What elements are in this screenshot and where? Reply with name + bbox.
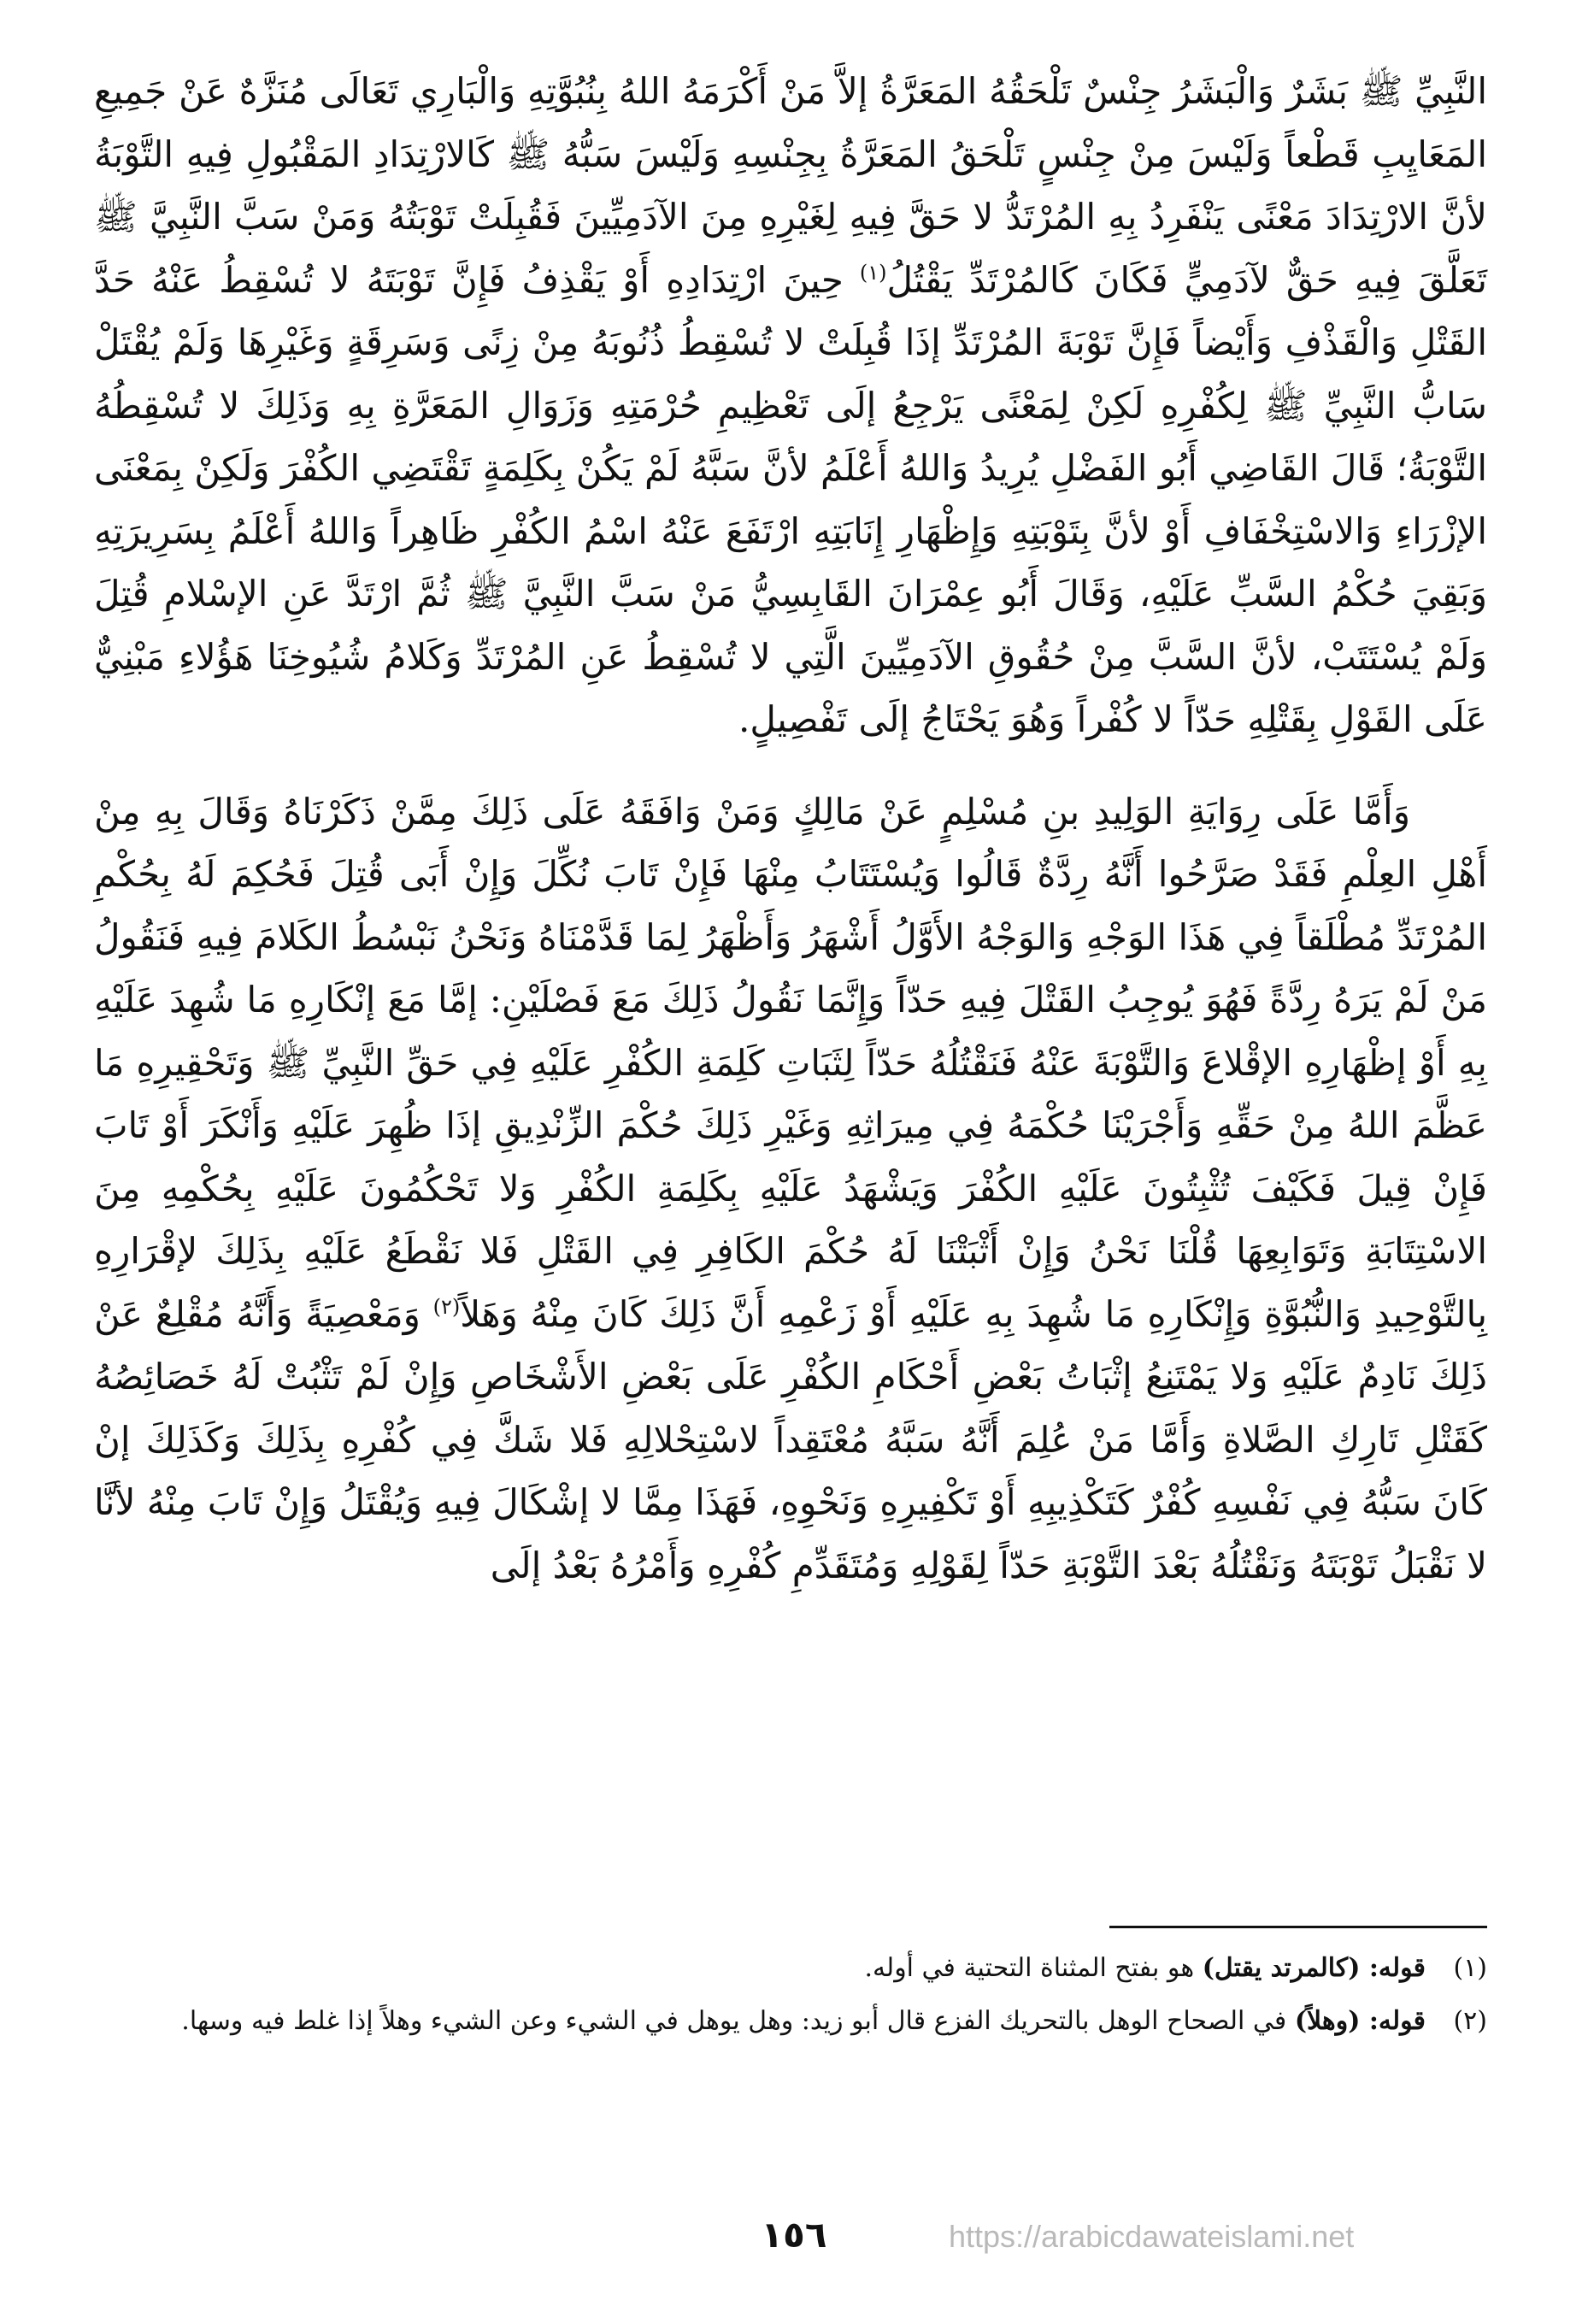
footnote-1-number: (١) — [1453, 1953, 1487, 1983]
footnote-1-text: هو بفتح المثناة التحتية في أوله. — [864, 1953, 1203, 1983]
footnote-separator — [1109, 1926, 1487, 1928]
paragraph-2 — [94, 780, 1487, 1597]
footnote-2-text: في الصحاح الوهل بالتحريك الفزع قال أبو زيد: وهل يوهل في الشيء وعن الشيء وهلاً إذا غلط فيه وسها. — [181, 2006, 1295, 2036]
footnote-1-label: قوله: (كالمرتد يقتل) — [1202, 1953, 1426, 1983]
footnote-2-number: (٢) — [1453, 2006, 1487, 2036]
paragraph-2-text: وَأَمَّا عَلَى رِوَايَةِ الوَلِيدِ بنِ مُسْلِمٍ عَنْ مَالِكٍ وَمَنْ وَافَقَهُ عَلَى ذَلِكَ مِمَّنْ ذَكَرْنَاهُ وَقَالَ بِهِ مِنْ أَهْلِ العِلْمِ فَقَدْ صَرَّحُوا أَنَّهُ رِدَّةٌ قَالُوا وَيُسْتَتَابُ مِنْهَا فَإِنْ تَابَ نُكِّلَ وَإِنْ أَبَى قُتِلَ فَحُكِمَ لَهُ بِحُكْمِ المُرْتَدِّ مُطْلَقاً فِي هَذَا الوَجْهِ وَالوَجْهُ الأَوَّلُ أَشْهَرُ وَأَظْهَرُ لِمَا قَدَّمْنَاهُ وَنَحْنُ نَبْسُطُ الكَلامَ فِيهِ فَنَقُولُ مَنْ لَمْ يَرَهُ رِدَّةً فَهُوَ يُوجِبُ القَتْلَ فِيهِ حَدّاً وَإِنَّمَا نَقُولُ ذَلِكَ مَعَ فَصْلَيْنِ: إمَّا مَعَ إنْكَارِهِ مَا شُهِدَ عَلَيْهِ بِهِ أَوْ إظْهَارِهِ الإقْلاعَ وَالتَّوْبَةَ عَنْهُ فَنَقْتُلُهُ حَدّاً لِثَبَاتِ كَلِمَةِ الكُفْرِ عَلَيْهِ فِي حَقِّ النَّبِيِّ ﷺ وَتَحْقِيرِهِ مَا عَظَّمَ اللهُ مِنْ حَقِّهِ وَأَجْرَيْنَا حُكْمَهُ فِي مِيرَاثِهِ وَغَيْرِ ذَلِكَ حُكْمَ الزِّنْدِيقِ إذَا ظُهِرَ عَلَيْهِ وَأَنْكَرَ أَوْ تَابَ فَإِنْ قِيلَ فَكَيْفَ تُثْبِتُونَ عَلَيْهِ الكُفْرَ وَيَشْهَدُ عَلَيْهِ بِكَلِمَةِ الكُفْرِ وَلا تَحْكُمُونَ عَلَيْهِ بِحُكْمِهِ مِنَ الاسْتِتَابَةِ وَتَوَابِعِهَا قُلْنَا نَحْنُ وَإِنْ أَثْبَتْنَا لَهُ حُكْمَ الكَافِرِ فِي القَتْلِ فَلا نَقْطَعُ عَلَيْهِ بِذَلِكَ لإقْرَارِهِ بِالتَّوْحِيدِ وَالنُّبُوَّةِ وَإِنْكَارِهِ مَا شُهِدَ بِهِ عَلَيْهِ أَوْ زَعْمِهِ أَنَّ ذَلِكَ كَانَ مِنْهُ وَهَلاً — [94, 790, 1488, 1335]
footnote-marker-1[interactable]: (١) — [859, 260, 887, 285]
footnote-2-label: قوله: (وهلاً) — [1294, 2006, 1426, 2036]
footnote-1-body — [94, 1947, 1426, 1990]
paragraph-1 — [94, 60, 1487, 751]
watermark-url: https://arabicdawateislami.net — [949, 2219, 1355, 2254]
footnote-2 — [94, 2000, 1487, 2043]
footnote-marker-2[interactable]: (٢) — [432, 1294, 461, 1319]
footnote-1 — [94, 1947, 1487, 1990]
paragraph-1-text-continued: حِينَ ارْتِدَادِهِ أَوْ يَقْذِفُ فَإِنَّ تَوْبَتَهُ لا تُسْقِطُ عَنْهُ حَدَّ القَتْلِ وَالْقَذْفِ وَأَيْضاً فَإِنَّ تَوْبَةَ المُرْتَدِّ إذَا قُبِلَتْ لا تُسْقِطُ ذُنُوبَهُ مِنْ زِنًى وَسَرِقَةٍ وَغَيْرِهَا وَلَمْ يُقْتَلْ سَابُّ النَّبِيِّ ﷺ لِكُفْرِهِ لَكِنْ لِمَعْنًى يَرْجِعُ إلَى تَعْظِيمِ حُرْمَتِهِ وَزَوَالِ المَعَرَّةِ بِهِ وَذَلِكَ لا تُسْقِطُهُ التَّوْبَةُ؛ قَالَ القَاضِي أَبُو الفَضْلِ يُرِيدُ وَاللهُ أَعْلَمُ لأنَّ سَبَّهُ لَمْ يَكُنْ بِكَلِمَةٍ تَقْتَضِي الكُفْرَ وَلَكِنْ بِمَعْنَى الإزْرَاءِ وَالاسْتِخْفَافِ أَوْ لأنَّ بِتَوْبَتِهِ وَإِظْهَارِ إِنَابَتِهِ ارْتَفَعَ عَنْهُ اسْمُ الكُفْرِ ظَاهِراً وَاللهُ أَعْلَمُ بِسَرِيرَتِهِ وَبَقِيَ حُكْمُ السَّبِّ عَلَيْهِ، وَقَالَ أَبُو عِمْرَانَ القَابِسِيُّ مَنْ سَبَّ النَّبِيَّ ﷺ ثُمَّ ارْتَدَّ عَنِ الإسْلامِ قُتِلَ وَلَمْ يُسْتَتَبْ، لأنَّ السَّبَّ مِنْ حُقُوقِ الآدَمِيِّينَ الَّتِي لا تُسْقِطُ عَنِ المُرْتَدِّ وَكَلامُ شُيُوخِنَا هَؤُلاءِ مَبْنِيٌّ عَلَى القَوْلِ بِقَتْلِهِ حَدّاً لا كُفْراً وَهُوَ يَحْتَاجُ إلَى تَفْصِيلٍ. — [94, 258, 1487, 740]
page-body — [94, 60, 1487, 1597]
footnote-2-body — [94, 2000, 1426, 2043]
footnotes — [94, 1947, 1487, 2053]
page-number: ١٥٦ — [761, 2214, 827, 2256]
paragraph-2-text-continued: وَمَعْصِيَةً وَأَنَّهُ مُقْلِعٌ عَنْ ذَلِكَ نَادِمٌ عَلَيْهِ وَلا يَمْتَنِعُ إثْبَاتُ بَعْضِ أَحْكَامِ الكُفْرِ عَلَى بَعْضِ الأَشْخَاصِ وَإِنْ لَمْ تَثْبُتْ لَهُ خَصَائِصُهُ كَقَتْلِ تَارِكِ الصَّلاةِ وَأَمَّا مَنْ عُلِمَ أَنَّهُ سَبَّهُ مُعْتَقِداً لاسْتِحْلالِهِ فَلا شَكَّ فِي كُفْرِهِ بِذَلِكَ وَكَذَلِكَ إنْ كَانَ سَبُّهُ فِي نَفْسِهِ كُفْرٌ كَتَكْذِيبِهِ أَوْ تَكْفِيرِهِ وَنَحْوِهِ، فَهَذَا مِمَّا لا إشْكَالَ فِيهِ وَيُقْتَلُ وَإِنْ تَابَ مِنْهُ لأنَّا لا نَقْبَلُ تَوْبَتَهُ وَنَقْتُلُهُ بَعْدَ التَّوْبَةِ حَدّاً لِقَوْلِهِ وَمُتَقَدِّمِ كُفْرِهِ وَأَمْرُهُ بَعْدُ إلَى — [94, 1292, 1487, 1586]
paragraph-1-text: النَّبِيِّ ﷺ بَشَرٌ وَالْبَشَرُ جِنْسٌ تَلْحَقُهُ المَعَرَّةُ إلاَّ مَنْ أَكْرَمَهُ اللهُ بِنُبُوَّتِهِ وَالْبَارِي تَعَالَى مُنَزَّهٌ عَنْ جَمِيعِ المَعَايِبِ قَطْعاً وَلَيْسَ مِنْ جِنْسٍ تَلْحَقُ المَعَرَّةُ بِجِنْسِهِ وَلَيْسَ سَبُّهُ ﷺ كَالارْتِدَادِ المَقْبُولِ فِيهِ التَّوْبَةُ لأنَّ الارْتِدَادَ مَعْنًى يَنْفَرِدُ بِهِ المُرْتَدُّ لا حَقَّ فِيهِ لِغَيْرِهِ مِنَ الآدَمِيِّينَ فَقُبِلَتْ تَوْبَتُهُ وَمَنْ سَبَّ النَّبِيَّ ﷺ تَعَلَّقَ فِيهِ حَقٌّ لآدَمِيٍّ فَكَانَ كَالمُرْتَدِّ يَقْتُلُ — [94, 70, 1488, 301]
